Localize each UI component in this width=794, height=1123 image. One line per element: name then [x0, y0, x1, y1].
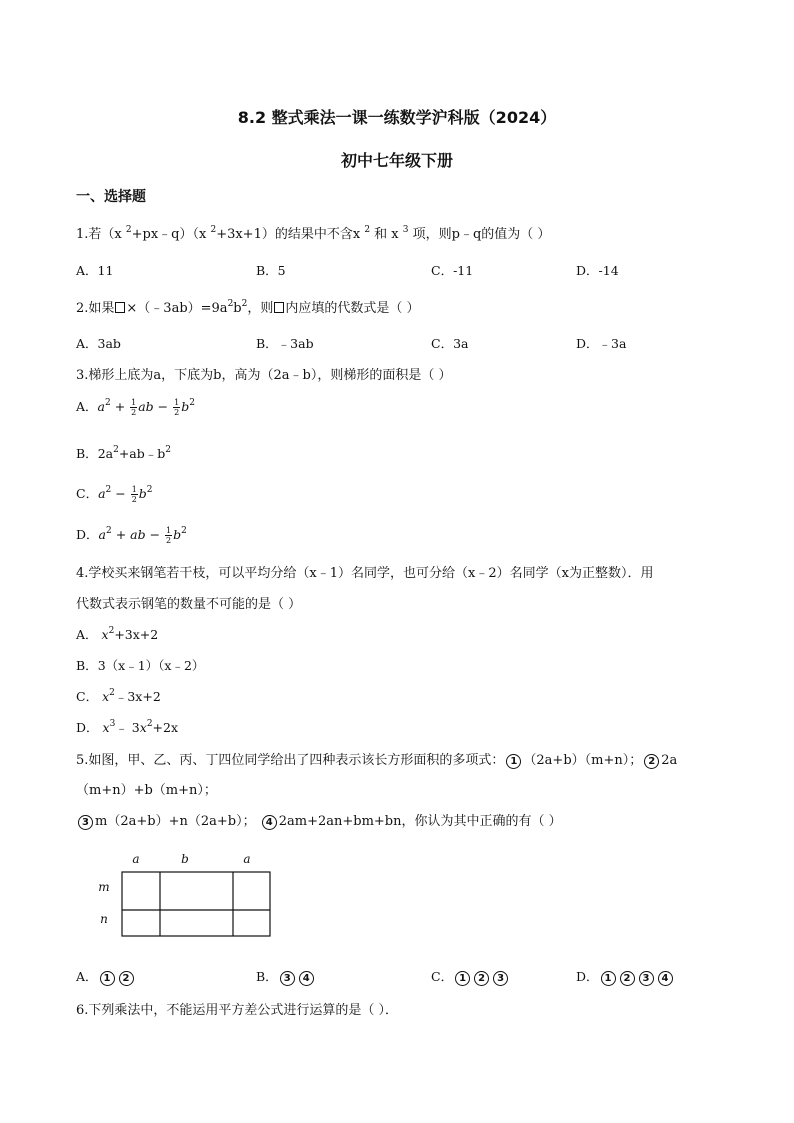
q3-option-a: A．$a^2$ + $\frac{1}{2}$ ab − $\frac{1}{2}$ $b^2$	[76, 398, 195, 417]
q3-option-d: D．$a^2$ + ab − $\frac{1}{2}$ $b^2$	[76, 526, 187, 545]
q2-option-d: D．﹣3a	[576, 336, 627, 351]
question-4-line-1: 4.学校买来钢笔若干枝，可以平均分给（x﹣1）名同学，也可分给（x﹣2）名同学（x为正整数）．用	[76, 566, 654, 581]
q5-option-b: B． 3 4	[256, 967, 316, 986]
q4-option-a: A． $x^2+3x+2$	[76, 626, 159, 642]
circled-2-icon: 2	[644, 754, 659, 769]
circled-1-icon: 1	[506, 754, 521, 769]
q4-option-c: C． $x^2﹣3x+2$	[76, 688, 161, 704]
q5-option-d: D． 1 2 3 4	[576, 967, 675, 986]
q5-option-c: C． 1 2 3	[431, 967, 510, 986]
question-5-line-1: 5.如图，甲、乙、丙、丁四位同学给出了四种表示该长方形面积的多项式： 1 （2a+b）（m+n）； 2 2a	[76, 753, 678, 768]
q3-option-b: B．$2a^2+ab﹣b^2$	[76, 445, 171, 461]
q2-option-a: A．3ab	[76, 336, 121, 351]
question-2: 2.如果 $\times(﹣3ab)=9a^2b^2$，则 内应填的代数式是（ ）	[76, 299, 420, 316]
q4-option-b: B．3（x﹣1）（x﹣2）	[76, 658, 205, 673]
q1-option-c: C．-11	[431, 263, 474, 278]
q4-option-d: D． $x^3﹣$ $3x^2+2x$	[76, 719, 179, 735]
rectangle-diagram	[95, 848, 285, 943]
question-6: 6.下列乘法中，不能运用平方差公式进行运算的是（ ）．	[76, 1003, 399, 1018]
q2-option-c: C．3a	[431, 336, 469, 351]
q2-option-b: B．﹣3ab	[256, 336, 314, 351]
question-5-line-2: （m+n）+b（m+n）；	[76, 783, 217, 798]
diagram-top-label: a	[243, 852, 251, 866]
circled-3-icon: 3	[78, 815, 93, 830]
question-4-line-2: 代数式表示钢笔的数量不可能的是（ ）	[76, 597, 302, 612]
diagram-left-label: n	[100, 912, 108, 926]
page-subtitle: 初中七年级下册	[340, 151, 453, 170]
question-5-line-3: 3 m（2a+b）+n（2a+b）； 4 2am+2an+bm+bn，你认为其中正确的有（ ）	[76, 810, 562, 830]
q1-option-b: B．5	[256, 263, 286, 278]
diagram-left-label: m	[98, 880, 110, 894]
diagram-top-label: a	[132, 852, 140, 866]
diagram-top-label: b	[181, 852, 189, 866]
section-heading: 一、选择题	[76, 189, 146, 205]
diagram-outer-rect	[122, 872, 270, 936]
q1-option-a: A．11	[76, 263, 114, 278]
q3-option-c: C．$a^2$ − $\frac{1}{2}$ $b^2$	[76, 485, 153, 504]
blank-box-icon	[115, 302, 125, 313]
blank-box-icon	[274, 302, 284, 313]
circled-4-icon: 4	[262, 815, 277, 830]
page-title: 8.2 整式乘法一课一练数学沪科版（2024）	[237, 108, 557, 127]
q5-option-a: A． 1 2	[76, 967, 136, 986]
question-1: 1.若（x $^2$+px﹣q）（x $^2$+3x+1）的结果中不含x $^2$ 和 x $^3$ 项，则p﹣q的值为（ ）	[76, 225, 551, 242]
q1-option-d: D．-14	[576, 263, 619, 278]
question-3: 3.梯形上底为a，下底为b，高为（2a﹣b），则梯形的面积是（ ）	[76, 368, 452, 383]
